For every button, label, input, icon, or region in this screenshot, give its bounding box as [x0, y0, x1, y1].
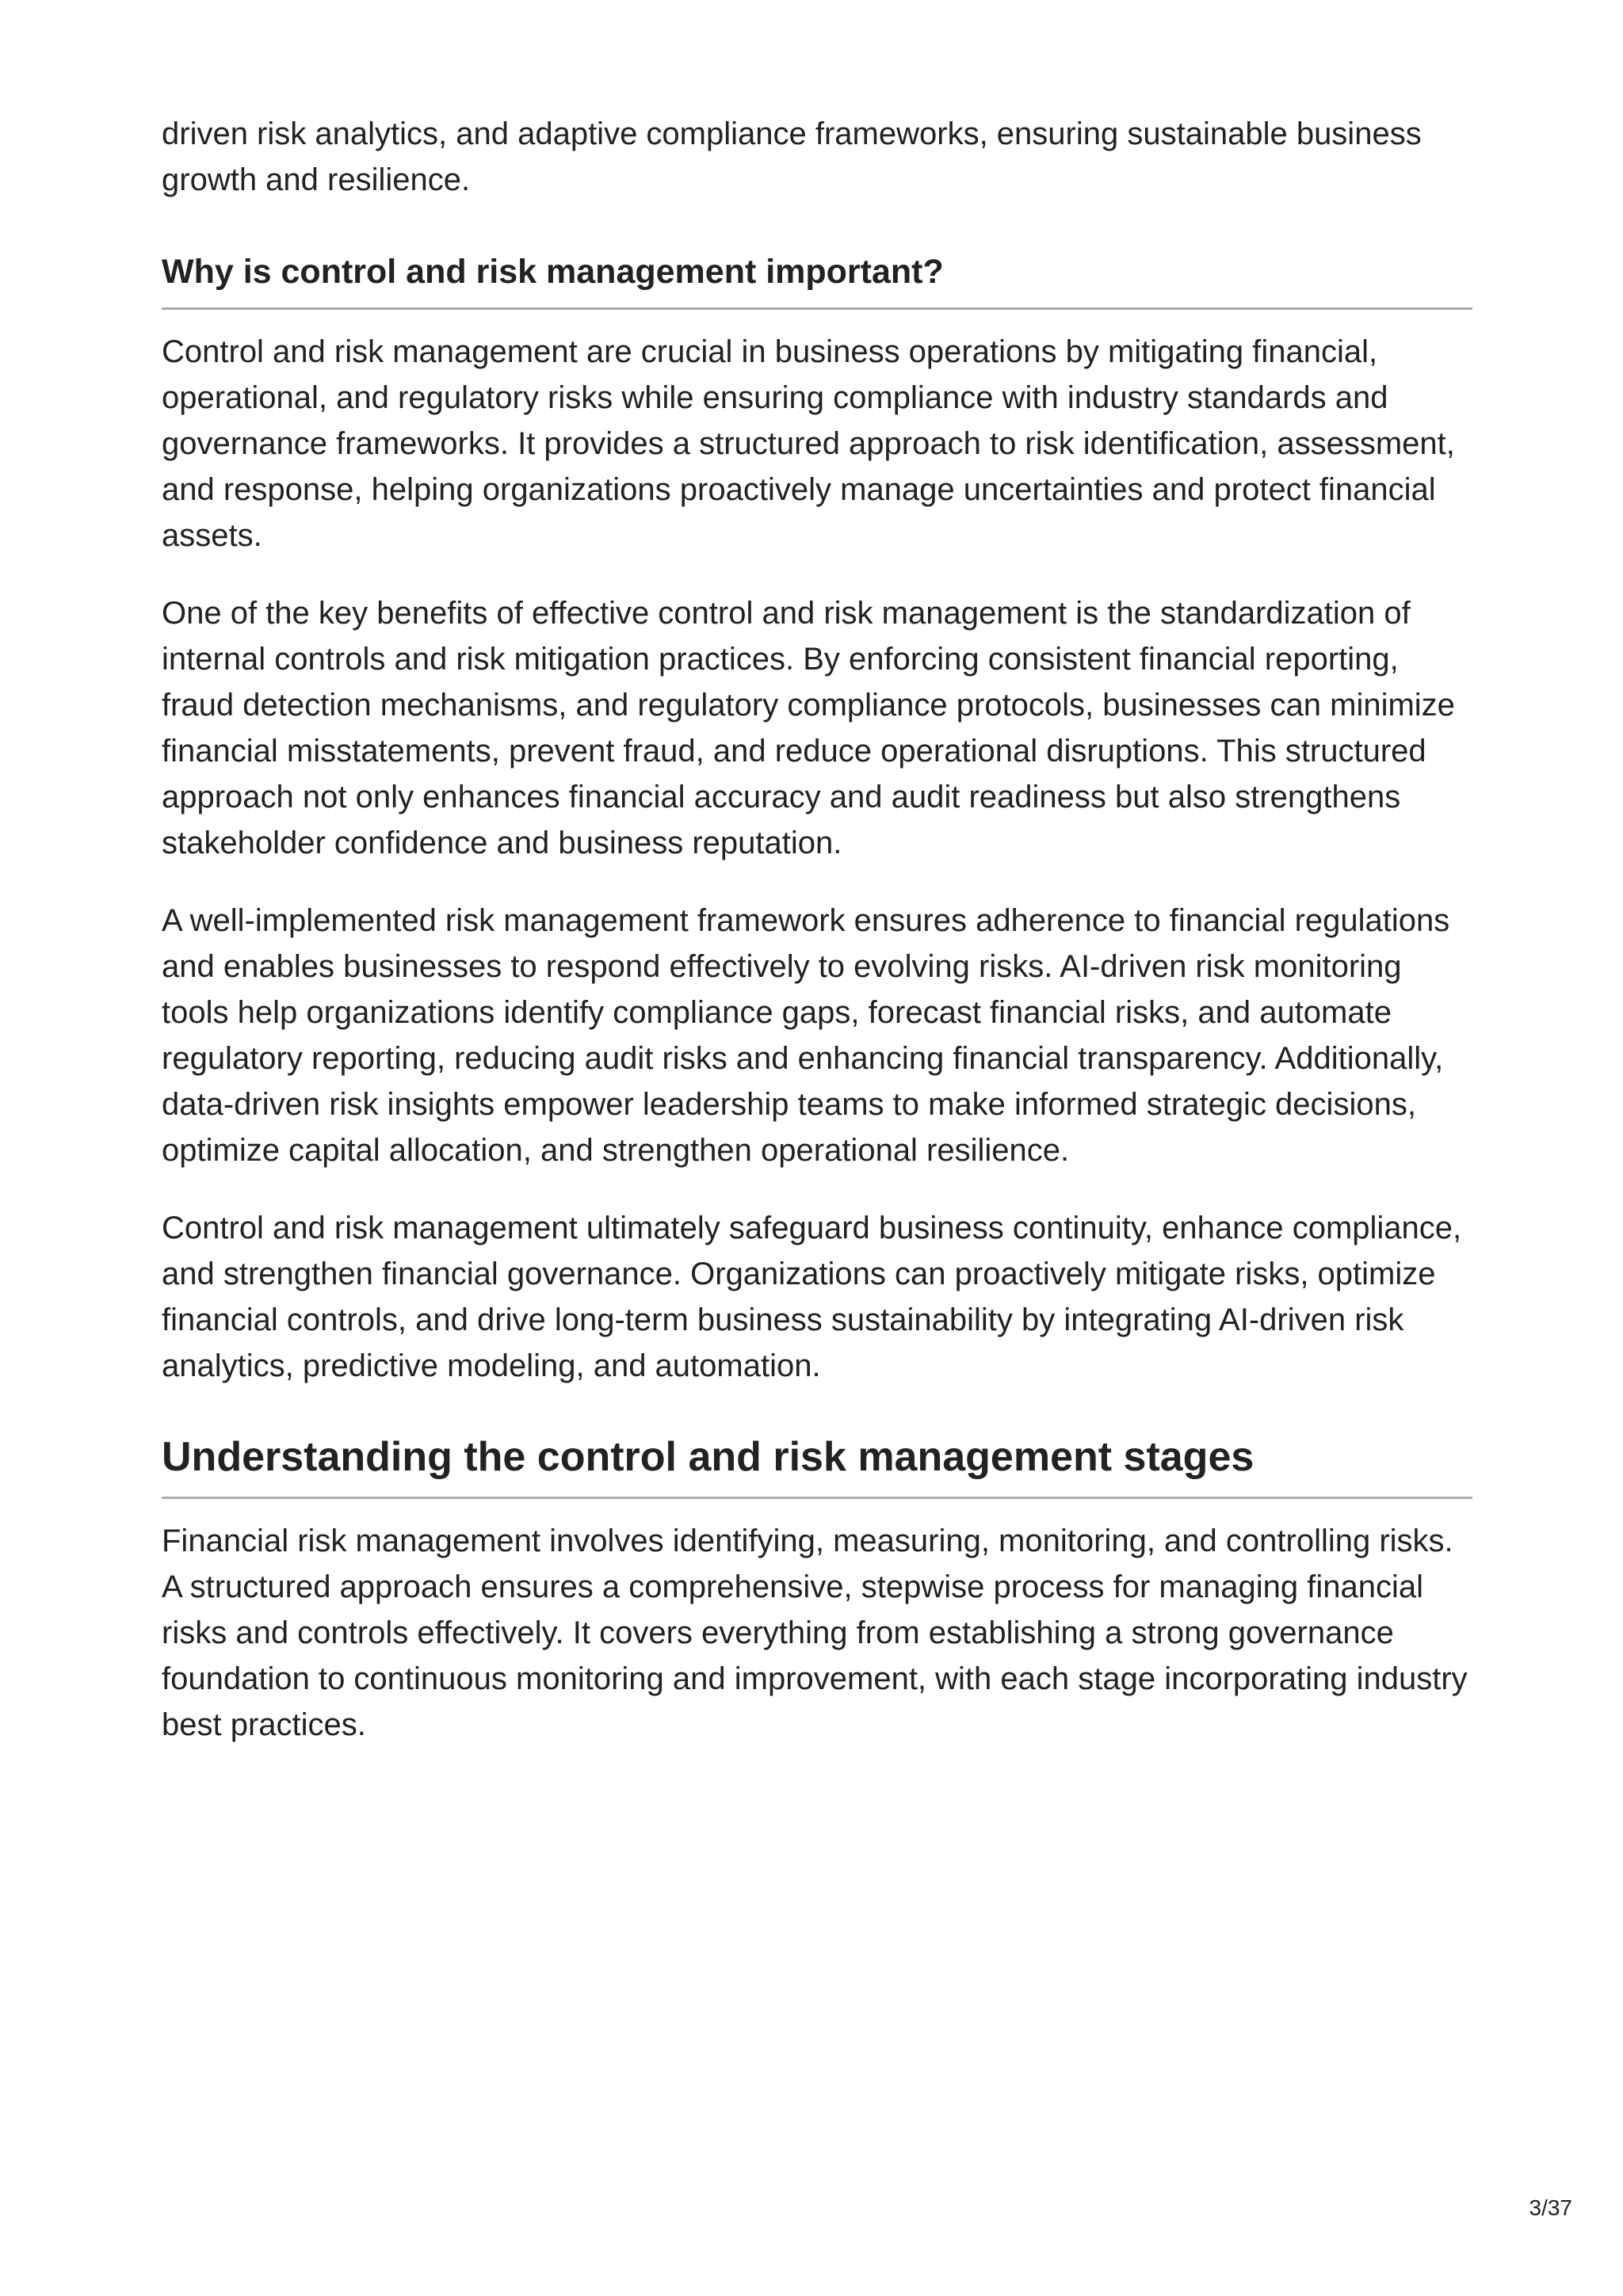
importance-section — [162, 249, 1472, 1389]
importance-heading: Why is control and risk management important? — [162, 249, 1472, 310]
stages-section — [162, 1430, 1472, 1748]
importance-paragraph-4: Control and risk management ultimately safeguard business continuity, enhance compliance, and strengthen financial governance. Organizations can proactively mitigate risks, optimize financial controls, and drive long-term business sustainability by integrating AI-driven risk analytics, predictive modeling, and automation. — [162, 1211, 1462, 1383]
page-number: 3/37 — [1529, 2195, 1572, 2220]
continued-paragraph: driven risk analytics, and adaptive compliance frameworks, ensuring sustainable business growth and resilience. — [162, 116, 1422, 197]
importance-paragraph-2: One of the key benefits of effective control and risk management is the standardization of internal controls and risk mitigation practices. By enforcing consistent financial reporting, fraud detection mechanisms, and regulatory compliance protocols, businesses can minimize financial misstatements, prevent fraud, and reduce operational disruptions. This structured approach not only enhances financial accuracy and audit readiness but also strengthens stakeholder confidence and business reputation. — [162, 596, 1455, 860]
document-content — [162, 111, 1472, 1779]
stages-paragraph-1: Financial risk management involves identifying, measuring, monitoring, and controlling risks. A structured approach ensures a comprehensive, stepwise process for managing financial risks and controls effectively. It covers everything from establishing a strong governance foundation to continuous monitoring and improvement, with each stage incorporating industry best practices. — [162, 1524, 1468, 1742]
importance-paragraph-1: Control and risk management are crucial in business operations by mitigating financial, operational, and regulatory risks while ensuring compliance with industry standards and governance frameworks. It provides a structured approach to risk identification, assessment, and response, helping organizations proactively manage uncertainties and protect financial assets. — [162, 334, 1455, 553]
importance-paragraph-3: A well-implemented risk management framework ensures adherence to financial regulations and enables businesses to respond effectively to evolving risks. AI-driven risk monitoring tools help organizations identify compliance gaps, forecast financial risks, and automate regulatory reporting, reducing audit risks and enhancing financial transparency. Additionally, data-driven risk insights empower leadership teams to make informed strategic decisions, optimize capital allocation, and strengthen operational resilience. — [162, 903, 1450, 1168]
stages-heading: Understanding the control and risk management stages — [162, 1430, 1472, 1499]
